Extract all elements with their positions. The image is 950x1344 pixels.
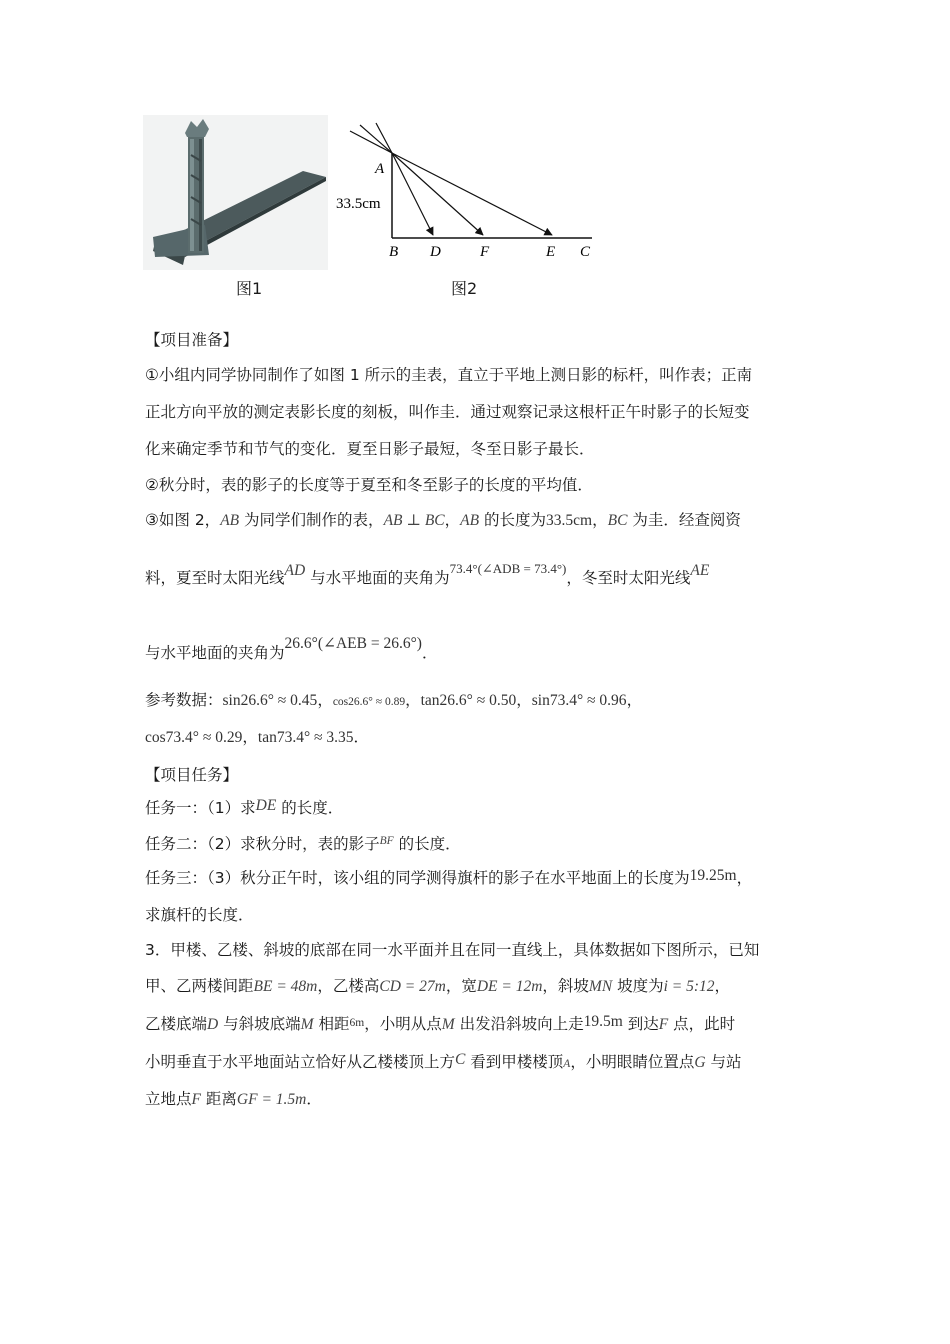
text-run: ③如图 2， — [145, 511, 221, 529]
math-GF: GF = 1.5m — [236, 1091, 307, 1108]
math-DE-value: DE = 12m — [476, 978, 543, 995]
tasks-heading: 【项目任务】 — [145, 766, 239, 784]
text-run: 为同学们制作的表， — [239, 511, 384, 529]
math-6m: 6m — [349, 1017, 365, 1029]
text-run: ， — [736, 869, 753, 887]
text-run: 的长度． — [393, 835, 461, 853]
figure1-caption: 图1 — [236, 279, 263, 298]
reference-data-line1 — [145, 688, 642, 710]
math-shadow-length: 19.25m — [689, 867, 737, 884]
text-run: 与站 — [705, 1053, 742, 1071]
math-sin73: sin73.4° ≈ 0.96 — [531, 692, 627, 709]
text-run: 乙楼底端 — [145, 1015, 208, 1033]
text-run: ． — [421, 644, 438, 662]
text-run: 点，此时 — [668, 1015, 736, 1033]
math-G: G — [694, 1054, 706, 1071]
math-BC: BC — [607, 512, 628, 529]
label-B: B — [389, 244, 399, 260]
text-run: 出发沿斜坡向上走 — [454, 1015, 584, 1033]
math-AB: AB — [460, 512, 480, 529]
math-AB-perp-BC: AB ⊥ BC — [383, 512, 445, 529]
label-D: D — [430, 244, 441, 260]
text-run: ． — [306, 1090, 322, 1108]
prep-para3-line2 — [145, 561, 710, 588]
text-run: ， — [626, 691, 643, 709]
text-run: 坡度为 — [612, 977, 664, 995]
math-length: 33.5cm — [546, 512, 593, 529]
prep-heading: 【项目准备】 — [145, 331, 239, 349]
label-E: E — [546, 244, 556, 260]
text-run: ， — [242, 728, 258, 746]
text-run: 与斜坡底端 — [218, 1015, 301, 1033]
text-run: ，乙楼高 — [317, 977, 380, 995]
q3-line4 — [145, 1050, 741, 1072]
label-A: A — [375, 161, 385, 177]
math-cos26: cos26.6° ≈ 0.89 — [332, 696, 406, 708]
text-run: 料，夏至时太阳光线 — [145, 569, 285, 587]
math-angle-AEB: 26.6°(∠AEB = 26.6°) — [284, 635, 422, 652]
label-height: 33.5cm — [336, 196, 381, 212]
math-BE: BE = 48m — [253, 978, 318, 995]
label-C: C — [580, 244, 591, 260]
q3-line1: 3．甲楼、乙楼、斜坡的底部在同一水平面并且在同一直线上，具体数据如下图所示，已知 — [145, 941, 760, 959]
text-run: ，冬至时太阳光线 — [566, 569, 691, 587]
math-F: F — [191, 1091, 201, 1108]
text-run: ． — [353, 728, 370, 746]
math-AD: AD — [284, 562, 306, 579]
text-run: 与水平地面的夹角为 — [305, 569, 450, 587]
text-run: 任务三：（3）秋分正午时，该小组的同学测得旗杆的影子在水平地面上的长度为 — [145, 869, 690, 887]
text-run: 为圭．经查阅资 — [627, 511, 741, 529]
task3-line1 — [145, 866, 752, 888]
text-run: ，小明从点 — [364, 1015, 442, 1033]
math-C: C — [455, 1051, 466, 1068]
math-F: F — [658, 1016, 669, 1033]
reference-data-line2 — [145, 725, 369, 747]
prep-para2: ②秋分时，表的影子的长度等于夏至和冬至影子的长度的平均值． — [145, 476, 593, 494]
figure2-diagram — [330, 115, 600, 265]
text-run: 立地点 — [145, 1090, 192, 1108]
text-run: 参考数据： — [145, 691, 223, 709]
prep-para1-line2: 正北方向平放的测定表影长度的刻板，叫作圭．通过观察记录这根杆正午时影子的长短变 — [145, 403, 750, 421]
text-run: 小明垂直于水平地面站立恰好从乙楼楼顶上方 — [145, 1053, 456, 1071]
text-run: 到达 — [622, 1015, 659, 1033]
q3-line3 — [145, 1012, 735, 1034]
figure1-gnomon-photo — [143, 115, 328, 270]
ray-AD — [392, 153, 433, 235]
math-AE: AE — [690, 562, 710, 579]
q3-line2 — [145, 974, 730, 996]
text-run: 的长度为 — [479, 511, 547, 529]
text-run: 与水平地面的夹角为 — [145, 644, 285, 662]
math-tan73: tan73.4° ≈ 3.35 — [257, 729, 354, 746]
math-sin26: sin26.6° ≈ 0.45 — [222, 692, 318, 709]
ray-AF — [392, 153, 483, 235]
task1 — [145, 796, 343, 818]
math-slope: i = 5:12 — [663, 978, 715, 995]
prep-para3-line1 — [145, 508, 741, 530]
text-run: 任务一：（1）求 — [145, 799, 256, 817]
math-angle-ADB: 73.4°(∠ADB = 73.4°) — [449, 561, 567, 576]
text-run: ， — [405, 691, 421, 709]
math-cos73: cos73.4° ≈ 0.29 — [145, 729, 243, 746]
text-run: 距离 — [200, 1090, 237, 1108]
text-run: 看到甲楼楼顶 — [465, 1053, 564, 1071]
math-tan26: tan26.6° ≈ 0.50 — [420, 692, 517, 709]
text-run: ， — [317, 691, 333, 709]
figure2-caption: 图2 — [451, 279, 478, 298]
text-run: ， — [516, 691, 532, 709]
math-DE: DE — [255, 797, 277, 814]
prep-para1-line1: ①小组内同学协同制作了如图 1 所示的圭表，直立于平地上测日影的标杆，叫作表；正南 — [145, 366, 753, 384]
math-M: M — [300, 1016, 314, 1033]
task2 — [145, 832, 461, 854]
math-A: A — [563, 1058, 571, 1070]
prep-para3-line3 — [145, 635, 438, 663]
math-CD: CD = 27m — [379, 978, 446, 995]
text-run: ，宽 — [445, 977, 477, 995]
text-run: ，斜坡 — [542, 977, 589, 995]
ray-AE — [392, 153, 552, 235]
text-run: 任务二：（2）求秋分时，表的影子 — [145, 835, 380, 853]
text-run: ，小明眼睛位置点 — [570, 1053, 695, 1071]
prep-para1-line3: 化来确定季节和节气的变化．夏至日影子最短，冬至日影子最长． — [145, 440, 595, 458]
math-19-5m: 19.5m — [583, 1013, 623, 1030]
math-AB: AB — [220, 512, 240, 529]
text-run: 相距 — [313, 1015, 350, 1033]
text-run: 的长度． — [276, 799, 344, 817]
text-run: 甲、乙两楼间距 — [145, 977, 254, 995]
text-run: ， — [592, 511, 608, 529]
math-BF: BF — [379, 835, 394, 847]
label-F: F — [480, 244, 490, 260]
math-MN: MN — [588, 978, 613, 995]
text-run: ， — [444, 511, 461, 529]
math-M: M — [441, 1016, 455, 1033]
q3-line5 — [145, 1087, 322, 1109]
text-run: ， — [714, 977, 731, 995]
task3-line2: 求旗杆的长度． — [145, 906, 254, 924]
math-D: D — [207, 1016, 219, 1033]
